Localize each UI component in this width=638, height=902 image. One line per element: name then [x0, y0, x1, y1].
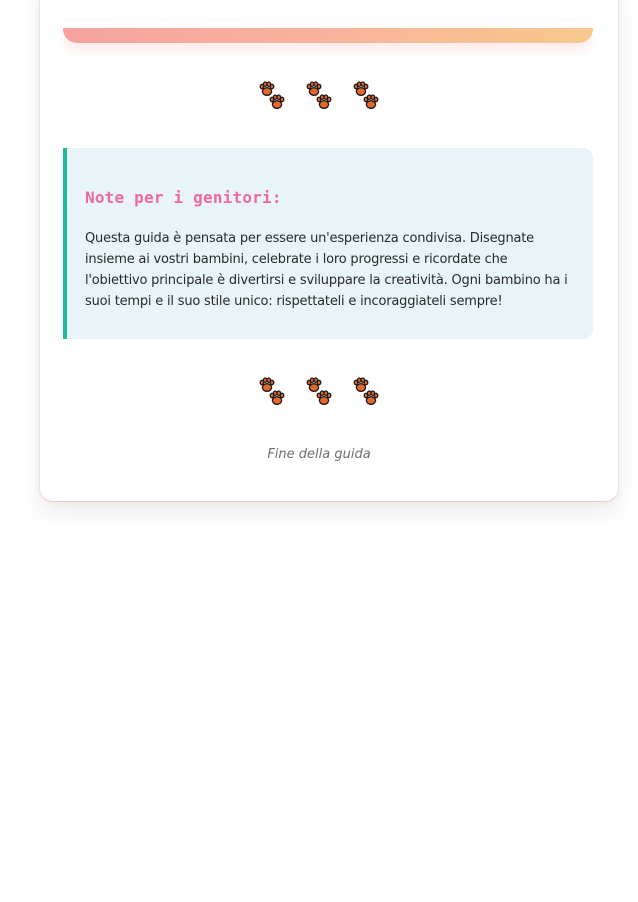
paw-print-icon	[351, 374, 381, 412]
paw-divider-top	[0, 78, 638, 118]
end-of-guide-text: Fine della guida	[267, 447, 371, 462]
paw-print-icon	[257, 78, 287, 116]
note-body: Questa guida è pensata per essere un'esperienza condivisa. Disegnate insieme ai vostri bambini, celebrate i loro progressi e ricordate che l'obiettivo principale è divertirsi e sviluppare la creatività. Ogni bambino ha i suoi tempi e il suo stile unico: rispettateli e incoraggiateli sempre!	[85, 231, 568, 309]
paw-print-icon	[304, 78, 334, 116]
note-title: Note per i genitori:	[85, 188, 282, 207]
paw-divider-bottom	[0, 374, 638, 414]
parents-note-box	[63, 148, 593, 339]
paw-print-icon	[304, 374, 334, 412]
paw-print-icon	[257, 374, 287, 412]
paw-print-icon	[351, 78, 381, 116]
header-accent-bar	[63, 28, 593, 43]
